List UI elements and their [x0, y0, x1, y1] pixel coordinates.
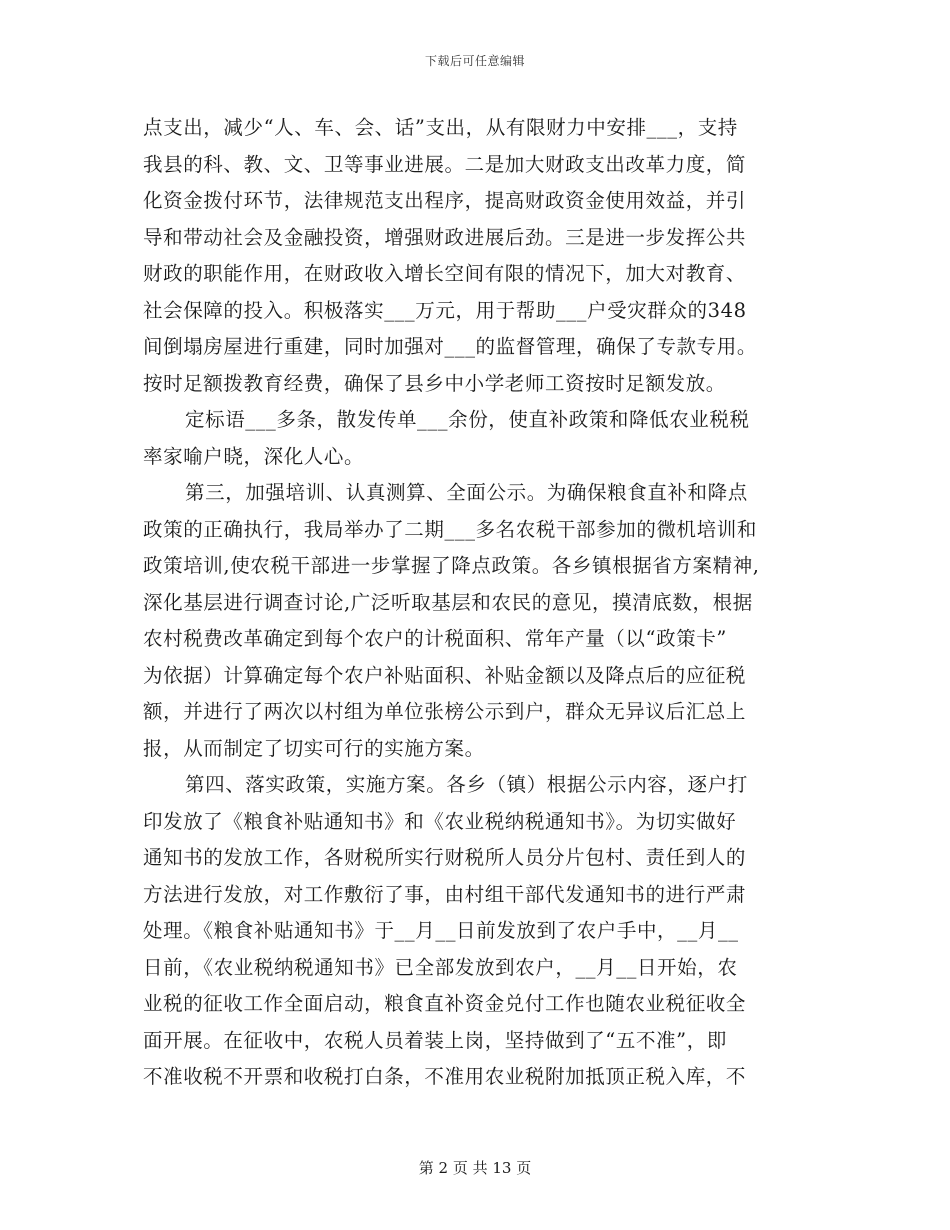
- text-line: 按时足额拨教育经费，确保了县乡中小学老师工资按时足额发放。: [143, 371, 726, 395]
- text-line: 处理。《粮食补贴通知书》于__月__日前发放到了农户手中，__月__: [143, 919, 739, 942]
- text-line: 政策培训,使农税干部进一步掌握了降点政策。各乡镇根据省方案精神,: [143, 554, 760, 577]
- text-line: 不准收税不开票和收税打白条，不准用农业税附加抵顶正税入库，不: [143, 1065, 747, 1088]
- text-line: 深化基层进行调查讨论,广泛听取基层和农民的意见，摸清底数，根据: [143, 590, 753, 614]
- text-line: 业税的征收工作全面启动，粮食直补资金兑付工作也随农业税征收全: [143, 992, 747, 1015]
- text-line: 报，从而制定了切实可行的实施方案。: [143, 736, 485, 760]
- text-line: 我县的科、教、文、卫等事业进展。二是加大财政支出改革力度，简: [143, 152, 747, 176]
- text-line: 财政的职能作用，在财政收入增长空间有限的情况下，加大对教育、: [143, 262, 747, 285]
- page-number-footer: 第 2 页 共 13 页: [418, 1159, 532, 1177]
- paragraph-start-line: 第四、落实政策，实施方案。各乡（镇）根据公示内容，逐户打: [185, 773, 748, 796]
- text-line: 额，并进行了两次以村组为单位张榜公示到户，群众无异议后汇总上: [143, 700, 747, 723]
- paragraph-start-line: 定标语___多条，散发传单___余份，使直补政策和降低农业税税: [185, 408, 750, 431]
- text-line: 政策的正确执行，我局举办了二期___多名农税干部参加的微机培训和: [143, 517, 757, 541]
- text-line: 社会保障的投入。积极落实___万元，用于帮助___户受灾群众的348: [143, 298, 747, 322]
- page-header: 下载后可任意编辑: [424, 54, 525, 68]
- text-line: 日前，《农业税纳税通知书》已全部发放到农户，__月__日开始，农: [143, 955, 738, 979]
- document-body: [143, 110, 803, 1096]
- text-line: 导和带动社会及金融投资，增强财政进展后劲。三是进一步发挥公共: [143, 225, 747, 249]
- text-line: 点支出，减少“人、车、会、话”支出，从有限财力中安排___，支持: [143, 116, 738, 139]
- text-line: 方法进行发放，对工作敷衍了事，由村组干部代发通知书的进行严肃: [143, 882, 747, 906]
- paragraph-start-line: 第三，加强培训、认真测算、全面公示。为确保粮食直补和降点: [185, 481, 748, 504]
- text-line: 农村税费改革确定到每个农户的计税面积、常年产量（以“政策卡”: [143, 627, 727, 650]
- text-line: 率家喻户晓，深化人心。: [143, 444, 365, 468]
- text-line: 面开展。在征收中，农税人员着装上岗，坚持做到了“五不准”，即: [143, 1028, 727, 1052]
- text-line: 间倒塌房屋进行重建，同时加强对___的监督管理，确保了专款专用。: [143, 335, 757, 358]
- text-line: 化资金拨付环节，法律规范支出程序，提高财政资金使用效益，并引: [143, 189, 747, 212]
- text-line: 通知书的发放工作，各财税所实行财税所人员分片包村、责任到人的: [143, 846, 747, 869]
- text-line: 为依据）计算确定每个农户补贴面积、补贴金额以及降点后的应征税: [143, 663, 747, 687]
- text-line: 印发放了《粮食补贴通知书》和《农业税纳税通知书》。为切实做好: [143, 809, 737, 833]
